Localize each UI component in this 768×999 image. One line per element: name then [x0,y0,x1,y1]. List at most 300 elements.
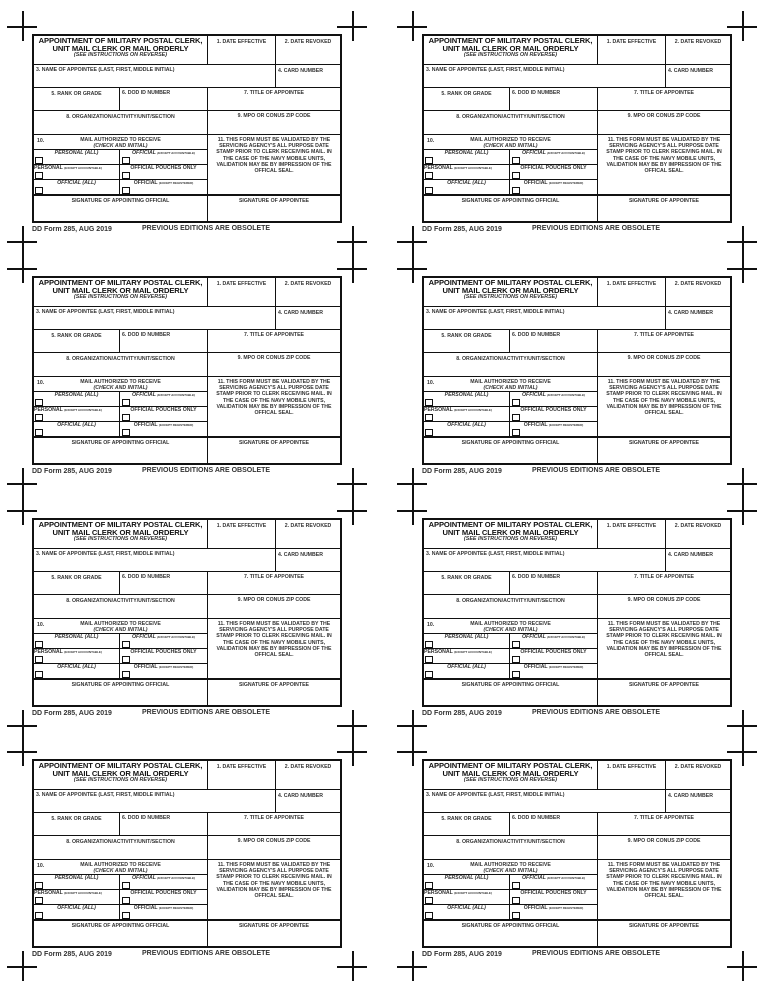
appointing-official-signature-field[interactable] [424,437,598,463]
checkbox-official-except-registered[interactable] [122,912,130,919]
mpo-zip-field[interactable] [598,836,730,860]
card-number-field[interactable] [276,65,340,88]
option-official-all [424,664,510,679]
validation-note: 11. THIS FORM MUST BE VALIDATED BY THE SERVICING AGENCY'S ALL PURPOSE DATE STAMP PRIOR TO CLERK RECEIVING MAIL. IN THE CASE OF THE NAVY MOBILE UNITS, VALIDATION MAY BE BY IMPRESSION OF THE OFFICAL SEAL. [216,862,332,900]
card-number-field[interactable] [276,307,340,330]
date-effective-field[interactable] [598,761,666,790]
mail-authorized-title: MAIL AUTHORIZED TO RECEIVE [80,137,161,143]
option-sublabel: (EXCEPT ACCOUNTABLE) [547,151,585,155]
checkbox-official-except-accountable[interactable] [122,157,130,164]
checkbox-official-all[interactable] [425,187,433,194]
mail-authorized-header [424,377,598,392]
form-footer [32,223,342,237]
date-effective-field[interactable] [208,761,276,790]
form-title-cell [34,761,208,790]
checkbox-official-pouches-only[interactable] [122,897,130,904]
option-sublabel: (EXCEPT ACCOUNTABLE) [157,151,195,155]
date-effective-label: 1. DATE EFFECTIVE [216,523,267,529]
crop-mark [742,253,744,283]
obsolete-notice: PREVIOUS EDITIONS ARE OBSOLETE [532,709,661,716]
form-title-note: (SEE INSTRUCTIONS ON REVERSE) [463,52,558,58]
option-sublabel: (EXCEPT ACCOUNTABLE) [157,393,195,397]
option-personal-except-accountable [424,890,510,905]
checkbox-official-pouches-only[interactable] [512,414,520,421]
rank-grade-label: 5. RANK OR GRADE [51,575,102,581]
checkbox-personal-all[interactable] [425,399,433,406]
option-label: OFFICIAL (ALL) [57,905,96,911]
rank-grade-field[interactable] [424,88,510,111]
appointee-name-field[interactable] [34,790,276,813]
mail-authorized-header [34,619,208,634]
mail-authorized-sub: (CHECK AND INITIAL) [93,143,148,149]
option-label: OFFICIAL POUCHES ONLY [520,407,587,413]
checkbox-official-all[interactable] [425,429,433,436]
mpo-zip-field[interactable] [208,595,340,619]
mail-authorized-sub: (CHECK AND INITIAL) [483,143,538,149]
date-revoked-field[interactable] [276,520,340,549]
dod-id-field[interactable] [120,330,208,353]
rank-grade-label: 5. RANK OR GRADE [441,575,492,581]
checkbox-official-except-registered[interactable] [122,187,130,194]
obsolete-notice: PREVIOUS EDITIONS ARE OBSOLETE [142,467,271,474]
checkbox-personal-except-accountable[interactable] [425,172,433,179]
validation-note-cell [598,135,730,195]
crop-mark [742,226,744,256]
appointee-signature-field[interactable] [598,437,730,463]
validation-note: 11. THIS FORM MUST BE VALIDATED BY THE SERVICING AGENCY'S ALL PURPOSE DATE STAMP PRIOR TO CLERK RECEIVING MAIL. IN THE CASE OF THE NAVY MOBILE UNITS, VALIDATION MAY BE BY IMPRESSION OF THE OFFICAL SEAL. [216,621,332,659]
organization-label: 8. ORGANIZATION/ACTIVITY/UNIT/SECTION [66,598,175,604]
form-title-line2: UNIT MAIL CLERK OR MAIL ORDERLY [442,768,579,778]
date-effective-label: 1. DATE EFFECTIVE [216,39,267,45]
mpo-zip-field[interactable] [598,111,730,135]
appointee-signature-field[interactable] [208,679,340,705]
date-revoked-field[interactable] [276,36,340,65]
form-title-cell [424,278,598,307]
option-sublabel: (EXCEPT ACCOUNTABLE) [454,408,492,412]
mpo-zip-label: 9. MPO OR CONUS ZIP CODE [627,838,701,844]
appointee-name-field[interactable] [424,790,666,813]
option-label: OFFICIAL POUCHES ONLY [520,649,587,655]
option-official-except-registered [120,664,208,679]
appointing-official-signature-field[interactable] [424,679,598,705]
date-revoked-field[interactable] [666,761,730,790]
mpo-zip-field[interactable] [208,836,340,860]
checkbox-personal-except-accountable[interactable] [35,897,43,904]
checkbox-official-all[interactable] [35,912,43,919]
date-revoked-field[interactable] [276,278,340,307]
field-10-number: 10. [37,622,45,628]
form-footer [422,223,732,237]
option-official-except-registered [120,180,208,195]
dod-id-field[interactable] [510,813,598,836]
option-official-except-accountable [120,392,208,407]
checkbox-personal-all[interactable] [35,641,43,648]
form-title-line2: UNIT MAIL CLERK OR MAIL ORDERLY [442,285,579,295]
option-official-except-registered [510,664,598,679]
validation-note-cell [598,377,730,437]
checkbox-personal-except-accountable[interactable] [425,897,433,904]
form-footer [32,707,342,721]
card-number-label: 4. CARD NUMBER [278,793,323,799]
option-sublabel: (EXCEPT ACCOUNTABLE) [64,650,102,654]
organization-field[interactable] [424,595,598,619]
mpo-zip-field[interactable] [208,111,340,135]
checkbox-official-except-accountable[interactable] [512,399,520,406]
title-of-appointee-field[interactable] [208,813,340,836]
title-of-appointee-label: 7. TITLE OF APPOINTEE [633,90,695,96]
dod-id-label: 6. DOD ID NUMBER [512,574,561,580]
date-revoked-label: 2. DATE REVOKED [674,281,722,287]
crop-mark [352,495,354,525]
mail-authorized-sub: (CHECK AND INITIAL) [483,868,538,874]
card-number-field[interactable] [276,790,340,813]
checkbox-official-all[interactable] [35,671,43,678]
option-official-except-registered [120,905,208,920]
checkbox-official-pouches-only[interactable] [512,897,520,904]
date-effective-field[interactable] [598,278,666,307]
option-label: PERSONAL (ALL) [444,875,489,881]
option-label: PERSONAL [34,890,63,896]
option-label: OFFICIAL [132,875,156,881]
organization-label: 8. ORGANIZATION/ACTIVITY/UNIT/SECTION [456,598,565,604]
appointee-signature-field[interactable] [598,679,730,705]
checkbox-official-pouches-only[interactable] [512,656,520,663]
title-of-appointee-field[interactable] [208,572,340,595]
checkbox-official-all[interactable] [35,187,43,194]
crop-mark [352,468,354,498]
crop-mark [352,951,354,981]
organization-field[interactable] [34,353,208,377]
appointee-name-label: 3. NAME OF APPOINTEE (LAST, FIRST, MIDDLE INITIAL) [36,309,175,315]
checkbox-personal-except-accountable[interactable] [35,414,43,421]
organization-label: 8. ORGANIZATION/ACTIVITY/UNIT/SECTION [66,839,175,845]
organization-label: 8. ORGANIZATION/ACTIVITY/UNIT/SECTION [456,114,565,120]
card-number-field[interactable] [666,65,730,88]
obsolete-notice: PREVIOUS EDITIONS ARE OBSOLETE [142,950,271,957]
dod-id-label: 6. DOD ID NUMBER [512,332,561,338]
option-official-pouches-only [120,649,208,664]
organization-field[interactable] [424,836,598,860]
rank-grade-field[interactable] [34,330,120,353]
checkbox-official-all[interactable] [425,912,433,919]
appointing-official-signature-field[interactable] [424,195,598,221]
form-title-line2: UNIT MAIL CLERK OR MAIL ORDERLY [52,43,189,53]
title-of-appointee-field[interactable] [208,330,340,353]
appointing-official-signature-label: SIGNATURE OF APPOINTING OFFICIAL [71,440,170,446]
date-revoked-field[interactable] [276,761,340,790]
dd-form-285-card [32,276,342,479]
checkbox-personal-except-accountable[interactable] [35,172,43,179]
option-label: OFFICIAL (ALL) [447,180,486,186]
checkbox-personal-all[interactable] [35,882,43,889]
form-title-line1: APPOINTMENT OF MILITARY POSTAL CLERK, [428,278,593,287]
rank-grade-field[interactable] [424,813,510,836]
checkbox-personal-except-accountable[interactable] [35,656,43,663]
appointee-name-field[interactable] [424,549,666,572]
mail-authorized-header [424,619,598,634]
mpo-zip-field[interactable] [598,595,730,619]
organization-field[interactable] [424,353,598,377]
appointee-signature-field[interactable] [208,920,340,946]
checkbox-official-pouches-only[interactable] [512,172,520,179]
option-label: PERSONAL (ALL) [54,392,99,398]
date-effective-field[interactable] [208,520,276,549]
validation-note-cell [208,860,340,920]
appointing-official-signature-field[interactable] [424,920,598,946]
appointee-signature-field[interactable] [598,920,730,946]
mpo-zip-field[interactable] [208,353,340,377]
appointee-signature-field[interactable] [208,195,340,221]
option-label: OFFICIAL POUCHES ONLY [130,407,197,413]
appointing-official-signature-field[interactable] [34,437,208,463]
validation-note: 11. THIS FORM MUST BE VALIDATED BY THE SERVICING AGENCY'S ALL PURPOSE DATE STAMP PRIOR TO CLERK RECEIVING MAIL. IN THE CASE OF THE NAVY MOBILE UNITS, VALIDATION MAY BE BY IMPRESSION OF THE OFFICAL SEAL. [216,379,332,417]
option-sublabel: (EXCEPT REGISTERED) [158,181,194,185]
option-personal-all [424,875,510,890]
form-title-line1: APPOINTMENT OF MILITARY POSTAL CLERK, [38,761,203,770]
dod-id-field[interactable] [120,813,208,836]
date-effective-label: 1. DATE EFFECTIVE [606,281,657,287]
appointee-name-field[interactable] [34,65,276,88]
card-number-field[interactable] [666,549,730,572]
card-number-field[interactable] [666,307,730,330]
appointee-name-field[interactable] [424,307,666,330]
rank-grade-field[interactable] [424,330,510,353]
crop-mark [412,736,414,766]
option-label: PERSONAL (ALL) [444,392,489,398]
checkbox-official-pouches-only[interactable] [122,414,130,421]
organization-label: 8. ORGANIZATION/ACTIVITY/UNIT/SECTION [456,356,565,362]
form-title-line2: UNIT MAIL CLERK OR MAIL ORDERLY [442,527,579,537]
form-title-line1: APPOINTMENT OF MILITARY POSTAL CLERK, [38,520,203,529]
appointee-name-label: 3. NAME OF APPOINTEE (LAST, FIRST, MIDDLE INITIAL) [426,309,565,315]
appointee-name-field[interactable] [34,549,276,572]
option-official-pouches-only [120,890,208,905]
checkbox-personal-except-accountable[interactable] [425,414,433,421]
mail-authorized-header [424,135,598,150]
rank-grade-label: 5. RANK OR GRADE [51,91,102,97]
option-sublabel: (EXCEPT REGISTERED) [158,423,194,427]
crop-mark [22,11,24,41]
date-effective-field[interactable] [208,278,276,307]
dd-form-285-card [422,34,732,237]
option-label: PERSONAL [424,890,453,896]
title-of-appointee-field[interactable] [598,88,730,111]
option-official-all [424,905,510,920]
appointing-official-signature-label: SIGNATURE OF APPOINTING OFFICIAL [461,198,560,204]
option-official-except-accountable [510,875,598,890]
option-personal-all [424,634,510,649]
option-label: OFFICIAL [132,150,156,156]
option-official-pouches-only [510,165,598,180]
checkbox-official-except-accountable[interactable] [512,157,520,164]
appointee-name-label: 3. NAME OF APPOINTEE (LAST, FIRST, MIDDLE INITIAL) [36,67,175,73]
option-label: OFFICIAL (ALL) [447,422,486,428]
option-official-except-registered [510,180,598,195]
validation-note-cell [598,619,730,679]
rank-grade-label: 5. RANK OR GRADE [441,91,492,97]
title-of-appointee-field[interactable] [598,813,730,836]
checkbox-official-except-registered[interactable] [512,912,520,919]
form-number: DD Form 285, AUG 2019 [422,710,502,717]
date-revoked-field[interactable] [666,520,730,549]
option-label: OFFICIAL (ALL) [447,905,486,911]
date-effective-field[interactable] [208,36,276,65]
option-label: OFFICIAL [132,634,156,640]
dod-id-field[interactable] [510,88,598,111]
option-official-pouches-only [120,165,208,180]
option-official-except-accountable [510,150,598,165]
field-10-number: 10. [427,138,435,144]
option-personal-all [424,392,510,407]
card-number-field[interactable] [276,549,340,572]
option-sublabel: (EXCEPT ACCOUNTABLE) [157,876,195,880]
date-revoked-label: 2. DATE REVOKED [284,523,332,529]
checkbox-personal-all[interactable] [425,882,433,889]
mpo-zip-field[interactable] [598,353,730,377]
checkbox-official-pouches-only[interactable] [122,172,130,179]
appointee-signature-label: SIGNATURE OF APPOINTEE [238,682,310,688]
checkbox-official-except-accountable[interactable] [122,399,130,406]
appointee-signature-field[interactable] [208,437,340,463]
crop-mark [742,11,744,41]
option-personal-except-accountable [34,407,120,422]
checkbox-official-except-accountable[interactable] [122,882,130,889]
form-title-note: (SEE INSTRUCTIONS ON REVERSE) [463,294,558,300]
appointing-official-signature-field[interactable] [34,920,208,946]
option-label: PERSONAL [424,165,453,171]
validation-note: 11. THIS FORM MUST BE VALIDATED BY THE SERVICING AGENCY'S ALL PURPOSE DATE STAMP PRIOR TO CLERK RECEIVING MAIL. IN THE CASE OF THE NAVY MOBILE UNITS, VALIDATION MAY BE BY IMPRESSION OF THE OFFICAL SEAL. [606,862,722,900]
checkbox-personal-all[interactable] [425,157,433,164]
checkbox-official-pouches-only[interactable] [122,656,130,663]
option-label: OFFICIAL (ALL) [57,664,96,670]
option-label: OFFICIAL [133,180,158,186]
form-number: DD Form 285, AUG 2019 [32,710,112,717]
option-label: OFFICIAL [133,422,158,428]
form-title-note: (SEE INSTRUCTIONS ON REVERSE) [73,536,168,542]
form-box [32,759,342,948]
form-box [32,276,342,465]
date-effective-field[interactable] [598,520,666,549]
checkbox-personal-all[interactable] [425,641,433,648]
date-revoked-field[interactable] [666,278,730,307]
validation-note: 11. THIS FORM MUST BE VALIDATED BY THE SERVICING AGENCY'S ALL PURPOSE DATE STAMP PRIOR TO CLERK RECEIVING MAIL. IN THE CASE OF THE NAVY MOBILE UNITS, VALIDATION MAY BE BY IMPRESSION OF THE OFFICAL SEAL. [216,137,332,175]
date-effective-field[interactable] [598,36,666,65]
option-label: PERSONAL (ALL) [444,634,489,640]
appointing-official-signature-label: SIGNATURE OF APPOINTING OFFICIAL [71,198,170,204]
rank-grade-field[interactable] [34,572,120,595]
appointee-signature-field[interactable] [598,195,730,221]
date-revoked-field[interactable] [666,36,730,65]
checkbox-official-except-registered[interactable] [122,671,130,678]
title-of-appointee-field[interactable] [208,88,340,111]
form-number: DD Form 285, AUG 2019 [32,951,112,958]
organization-field[interactable] [34,836,208,860]
mail-authorized-title: MAIL AUTHORIZED TO RECEIVE [80,379,161,385]
appointing-official-signature-field[interactable] [34,679,208,705]
card-number-label: 4. CARD NUMBER [668,793,713,799]
appointing-official-signature-label: SIGNATURE OF APPOINTING OFFICIAL [71,923,170,929]
checkbox-personal-except-accountable[interactable] [425,656,433,663]
mpo-zip-label: 9. MPO OR CONUS ZIP CODE [237,838,311,844]
organization-field[interactable] [34,111,208,135]
form-box [422,34,732,223]
organization-field[interactable] [424,111,598,135]
validation-note-cell [208,377,340,437]
rank-grade-field[interactable] [34,88,120,111]
appointee-name-field[interactable] [34,307,276,330]
checkbox-official-all[interactable] [425,671,433,678]
option-label: OFFICIAL [133,664,158,670]
mpo-zip-label: 9. MPO OR CONUS ZIP CODE [627,355,701,361]
crop-mark [352,253,354,283]
form-title-line2: UNIT MAIL CLERK OR MAIL ORDERLY [52,527,189,537]
dod-id-field[interactable] [120,88,208,111]
option-official-all [34,664,120,679]
checkbox-official-except-registered[interactable] [122,429,130,436]
mail-authorized-sub: (CHECK AND INITIAL) [483,385,538,391]
form-title-note: (SEE INSTRUCTIONS ON REVERSE) [73,52,168,58]
dod-id-field[interactable] [120,572,208,595]
option-official-pouches-only [120,407,208,422]
title-of-appointee-field[interactable] [598,330,730,353]
form-number: DD Form 285, AUG 2019 [422,951,502,958]
form-number: DD Form 285, AUG 2019 [32,468,112,475]
form-title-line1: APPOINTMENT OF MILITARY POSTAL CLERK, [38,278,203,287]
organization-field[interactable] [34,595,208,619]
validation-note: 11. THIS FORM MUST BE VALIDATED BY THE SERVICING AGENCY'S ALL PURPOSE DATE STAMP PRIOR TO CLERK RECEIVING MAIL. IN THE CASE OF THE NAVY MOBILE UNITS, VALIDATION MAY BE BY IMPRESSION OF THE OFFICAL SEAL. [606,379,722,417]
appointing-official-signature-field[interactable] [34,195,208,221]
checkbox-official-except-accountable[interactable] [512,641,520,648]
option-label: OFFICIAL [523,905,548,911]
option-label: OFFICIAL [522,875,546,881]
checkbox-official-except-registered[interactable] [512,429,520,436]
option-official-except-accountable [510,634,598,649]
date-effective-label: 1. DATE EFFECTIVE [606,764,657,770]
option-sublabel: (EXCEPT REGISTERED) [548,181,584,185]
checkbox-official-except-registered[interactable] [512,671,520,678]
dod-id-field[interactable] [510,330,598,353]
appointee-signature-label: SIGNATURE OF APPOINTEE [628,198,700,204]
dod-id-label: 6. DOD ID NUMBER [122,574,171,580]
validation-note-cell [208,135,340,195]
appointing-official-signature-label: SIGNATURE OF APPOINTING OFFICIAL [461,682,560,688]
card-number-field[interactable] [666,790,730,813]
checkbox-official-all[interactable] [35,429,43,436]
option-sublabel: (EXCEPT ACCOUNTABLE) [64,891,102,895]
checkbox-official-except-accountable[interactable] [512,882,520,889]
title-of-appointee-field[interactable] [598,572,730,595]
form-box [422,518,732,707]
dod-id-label: 6. DOD ID NUMBER [512,90,561,96]
form-number: DD Form 285, AUG 2019 [422,226,502,233]
dod-id-field[interactable] [510,572,598,595]
dd-form-285-card [422,759,732,962]
title-of-appointee-label: 7. TITLE OF APPOINTEE [633,332,695,338]
checkbox-personal-all[interactable] [35,157,43,164]
option-sublabel: (EXCEPT ACCOUNTABLE) [454,650,492,654]
date-revoked-label: 2. DATE REVOKED [284,39,332,45]
option-official-pouches-only [510,649,598,664]
checkbox-personal-all[interactable] [35,399,43,406]
rank-grade-field[interactable] [424,572,510,595]
appointee-name-field[interactable] [424,65,666,88]
checkbox-official-except-accountable[interactable] [122,641,130,648]
organization-label: 8. ORGANIZATION/ACTIVITY/UNIT/SECTION [66,356,175,362]
obsolete-notice: PREVIOUS EDITIONS ARE OBSOLETE [532,950,661,957]
rank-grade-field[interactable] [34,813,120,836]
option-sublabel: (EXCEPT ACCOUNTABLE) [547,876,585,880]
checkbox-official-except-registered[interactable] [512,187,520,194]
